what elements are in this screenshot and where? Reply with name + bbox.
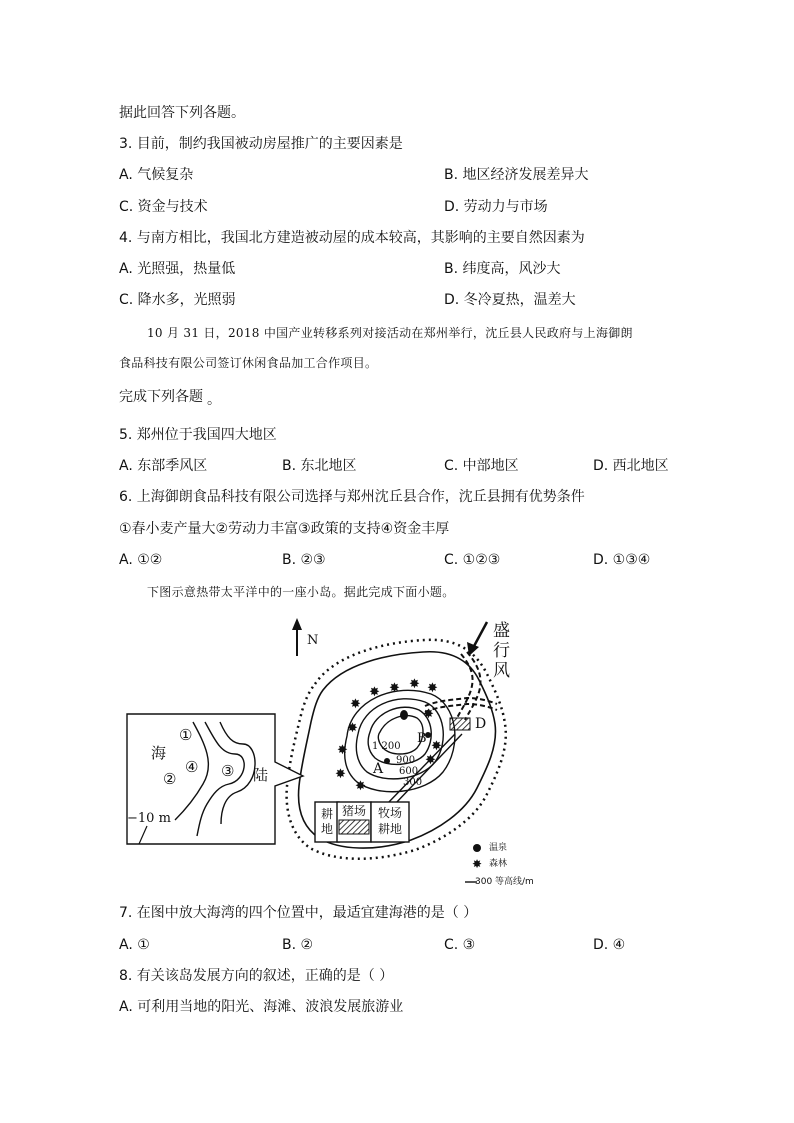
question-6-option-b: B. ②③ [282, 552, 326, 568]
instruction-text [119, 388, 221, 406]
svg-text:✸: ✸ [431, 739, 442, 754]
inset-land-label: 陆 [253, 766, 269, 784]
ranch-label: 牧场 [377, 806, 402, 820]
legend-forest-label: 森林 [489, 859, 508, 869]
road-1 [457, 654, 473, 718]
question-8-option-a: A. 可利用当地的阳光、海滩、波浪发展旅游业 [119, 999, 404, 1015]
question-5-option-d: D. 西北地区 [593, 458, 669, 474]
question-4-stem: 4. 与南方相比，我国北方建造被动屋的成本较高，其影响的主要自然因素为 [119, 230, 585, 246]
question-4-option-a: A. 光照强，热量低 [119, 261, 236, 277]
question-3-option-d: D. 劳动力与市场 [444, 199, 548, 215]
question-5-option-b: B. 东北地区 [282, 458, 357, 474]
pig-hatch [339, 820, 369, 834]
inset-sea-label: 海 [151, 744, 167, 762]
svg-text:✸: ✸ [425, 753, 436, 768]
wind-label-1: 盛 [493, 621, 510, 641]
inset-depth-label: −10 m [127, 811, 171, 826]
svg-text:✸: ✸ [409, 677, 420, 692]
svg-text:✸: ✸ [427, 681, 438, 696]
question-3-stem: 3. 目前，制约我国被动房屋推广的主要因素是 [119, 136, 403, 152]
legend-spring-icon [473, 844, 481, 852]
wind-label-3: 风 [493, 661, 510, 681]
question-7-option-d: D. ④ [593, 937, 626, 953]
ranch-farm-label: 耕地 [377, 822, 402, 836]
svg-text:✸: ✸ [369, 685, 380, 700]
svg-text:✸: ✸ [423, 707, 434, 722]
d-building [450, 718, 470, 730]
map-intro: 下图示意热带太平洋中的一座小岛。据此完成下面小题。 [147, 585, 455, 599]
instruction-period: 。 [207, 392, 221, 408]
question-6-option-d: D. ①③④ [593, 552, 651, 568]
question-5-option-a: A. 东部季风区 [119, 458, 208, 474]
inset-position-1: ① [179, 726, 193, 744]
question-4-option-c: C. 降水多，光照弱 [119, 292, 236, 308]
svg-text:✸: ✸ [389, 681, 400, 696]
contour-300: 300 [403, 777, 423, 788]
question-7-stem: 7. 在图中放大海湾的四个位置中，最适宜建海港的是（ ） [119, 905, 478, 921]
passage-line-2: 食品科技有限公司签订休闲食品加工合作项目。 [119, 356, 378, 370]
island-map [125, 614, 555, 892]
legend-spring-label: 温泉 [489, 843, 508, 853]
question-3-option-b: B. 地区经济发展差异大 [444, 167, 589, 183]
farm-left-label-2: 地 [320, 822, 333, 836]
svg-text:✸: ✸ [335, 767, 346, 782]
north-label: N [307, 633, 319, 648]
svg-text:✸: ✸ [347, 721, 358, 736]
question-3-option-a: A. 气候复杂 [119, 167, 194, 183]
north-arrow-icon [292, 618, 302, 656]
question-6-option-c: C. ①②③ [444, 552, 501, 568]
point-b-label: B [417, 731, 427, 746]
question-5-option-c: C. 中部地区 [444, 458, 519, 474]
wind-label-2: 行 [493, 641, 510, 661]
question-7-option-b: B. ② [282, 937, 314, 953]
svg-text:✸: ✸ [350, 697, 361, 712]
question-6-sub: ①春小麦产量大②劳动力丰富③政策的支持④资金丰厚 [119, 521, 450, 537]
question-6-stem: 6. 上海御朗食品科技有限公司选择与郑州沈丘县合作，沈丘县拥有优势条件 [119, 489, 585, 505]
passage-line-1: 10 月 31 日，2018 中国产业转移系列对接活动在郑州举行，沈丘县人民政府与上海御朗 [147, 326, 633, 340]
spring-marker [400, 710, 408, 720]
question-7-option-a: A. ① [119, 937, 150, 953]
point-d-label: D [475, 716, 487, 732]
svg-text:✸: ✸ [337, 743, 348, 758]
pig-farm-label: 猪场 [341, 804, 366, 818]
question-7-option-c: C. ③ [444, 937, 476, 953]
question-4-option-d: D. 冬冷夏热，温差大 [444, 292, 576, 308]
instruction-label: 完成下列各题 [119, 389, 203, 405]
question-6-option-a: A. ①② [119, 552, 163, 568]
legend-contour-sample: 300 [475, 877, 493, 887]
legend-contour-label: 等高线/m [495, 877, 534, 887]
point-a-label: A [373, 761, 384, 777]
inset-position-2: ② [163, 770, 177, 788]
question-3-option-c: C. 资金与技术 [119, 199, 208, 215]
question-8-stem: 8. 有关该岛发展方向的叙述，正确的是（ ） [119, 968, 394, 984]
legend-forest-icon: ✸ [472, 857, 483, 871]
svg-text:✸: ✸ [355, 779, 366, 794]
intro-text: 据此回答下列各题。 [119, 105, 245, 121]
question-4-option-b: B. 纬度高，风沙大 [444, 261, 561, 277]
inset-position-3: ③ [221, 762, 235, 780]
contour-1200: 1 200 [372, 741, 401, 752]
inset-position-4: ④ [185, 758, 199, 776]
question-5-stem: 5. 郑州位于我国四大地区 [119, 427, 277, 443]
contour-600: 600 [399, 766, 419, 777]
contour-900: 900 [396, 755, 416, 766]
farm-left-label-1: 耕 [320, 807, 333, 821]
point-a-marker [384, 758, 390, 764]
